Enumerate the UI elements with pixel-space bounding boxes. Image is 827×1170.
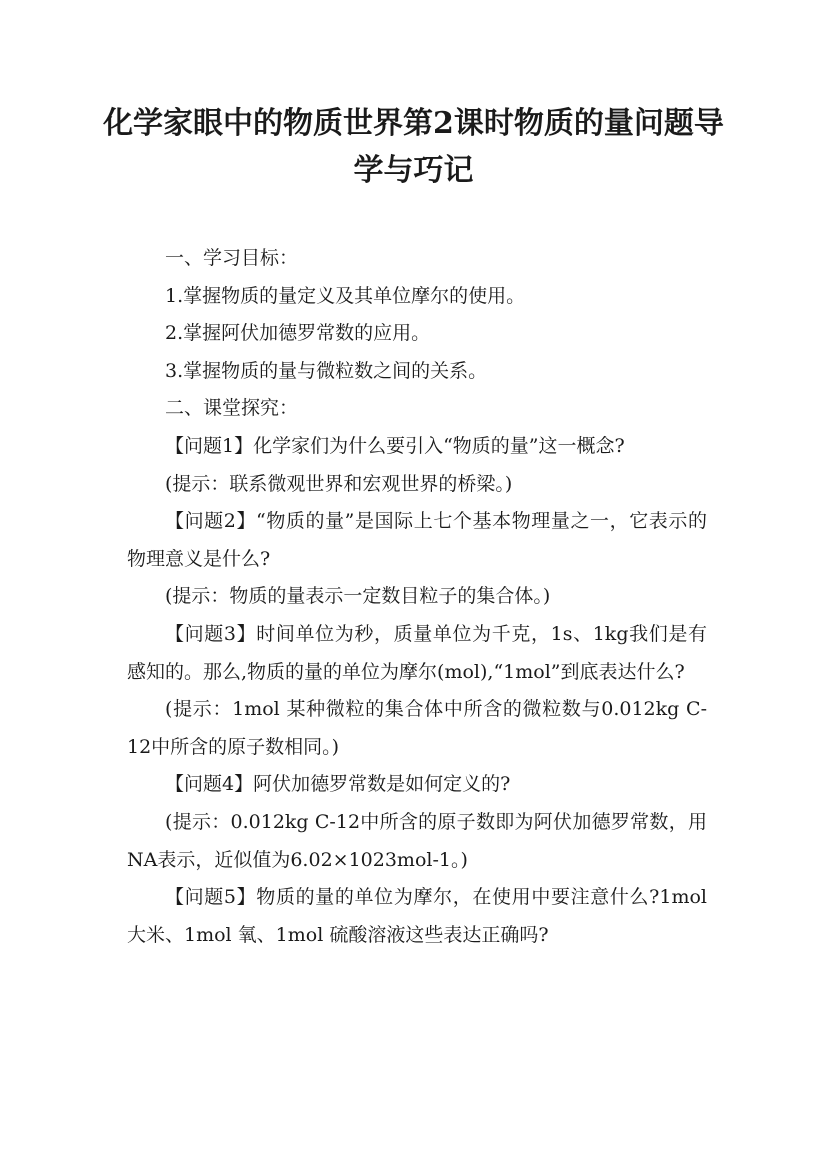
hint-paragraph: (提示：物质的量表示一定数目粒子的集合体。) [165,585,551,608]
document-title: 化学家眼中的物质世界第2课时物质的量问题导学与巧记 [103,106,724,188]
question-paragraph: 【问题2】“物质的量”是国际上七个基本物理量之一，它表示的物理意义是什么? [127,510,707,570]
hint-paragraph: (提示：联系微观世界和宏观世界的桥梁。) [165,472,513,495]
objective-item: 2.掌握阿伏加德罗常数的应用。 [165,322,431,345]
question-paragraph: 【问题1】化学家们为什么要引入“物质的量”这一概念? [165,434,625,457]
question-paragraph: 【问题3】时间单位为秒，质量单位为千克，1s、1kg我们是有感知的。那么,物质的量的单位为摩尔(mol),“1mol”到底表达什么? [127,622,707,683]
section-heading-inquiry: 二、课堂探究： [165,397,299,420]
hint-paragraph: (提示：1mol 某种微粒的集合体中所含的微粒数与0.012kg C-12中所含的原子数相同。) [127,698,707,758]
section-heading-objectives: 一、学习目标： [165,247,299,269]
question-paragraph: 【问题5】物质的量的单位为摩尔，在使用中要注意什么?1mol 大米、1mol 氧、1mol 硫酸溶液这些表达正确吗? [127,886,707,946]
objective-item: 3.掌握物质的量与微粒数之间的关系。 [165,359,488,382]
document-body [127,240,707,954]
objective-item: 1.掌握物质的量定义及其单位摩尔的使用。 [165,284,526,307]
question-paragraph: 【问题4】阿伏加德罗常数是如何定义的? [165,773,511,796]
hint-paragraph: (提示：0.012kg C-12中所含的原子数即为阿伏加德罗常数，用NA表示，近似值为6.02×1023mol-1。) [127,810,707,871]
